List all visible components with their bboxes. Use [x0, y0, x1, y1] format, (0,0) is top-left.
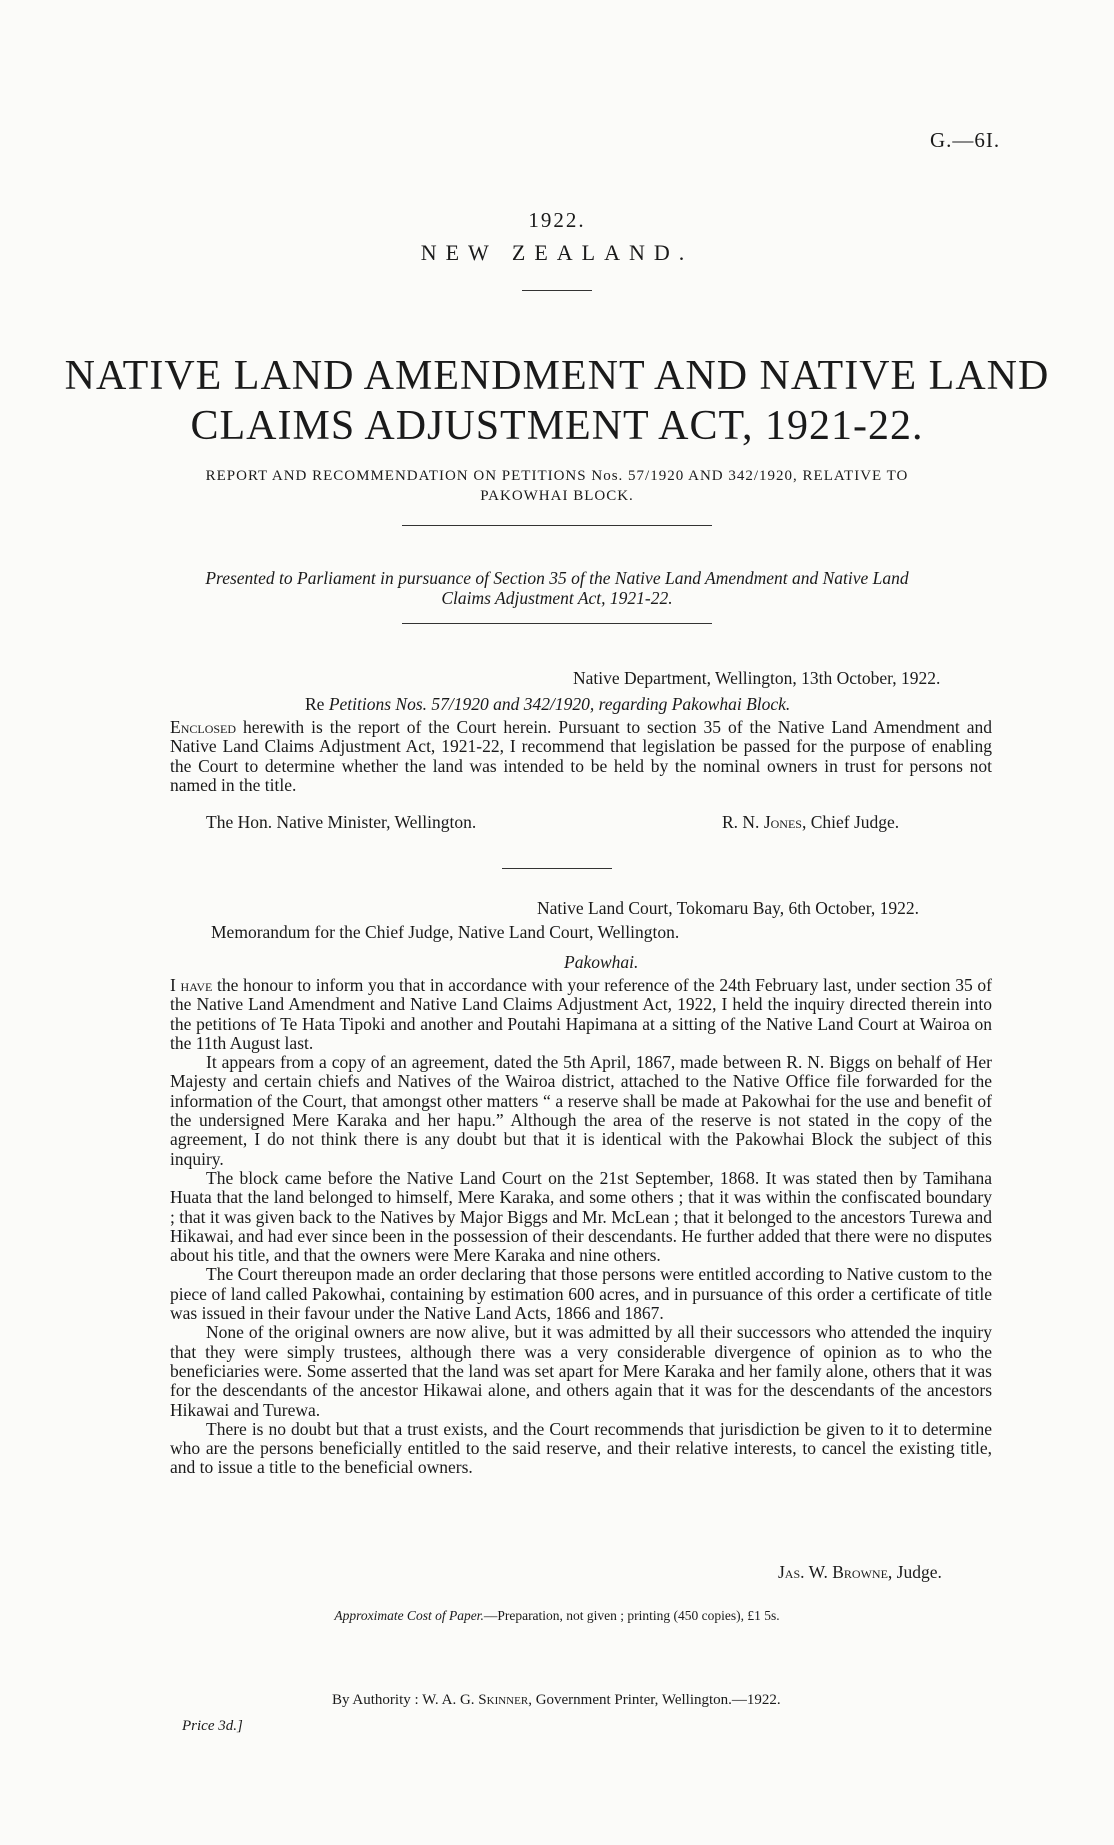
- printer-line: [332, 1692, 781, 1709]
- presented-note-line2: Claims Adjustment Act, 1921-22.: [441, 588, 673, 608]
- lead-word: I have: [170, 975, 213, 995]
- subtitle: REPORT AND RECOMMENDATION ON PETITIONS Nos. 57/1920 AND 342/1920, RELATIVE TO: [205, 468, 909, 484]
- letter2-address: Native Land Court, Tokomaru Bay, 6th October, 1922.: [537, 898, 920, 918]
- country: NEW ZEALAND.: [420, 240, 694, 265]
- cost-text: —Preparation, not given ; printing (450 copies), £1 5s.: [483, 1608, 780, 1623]
- letter2-signature: [778, 1562, 942, 1583]
- re-text: Petitions Nos. 57/1920 and 342/1920, regarding Pakowhai Block.: [328, 694, 791, 714]
- paragraph: The block came before the Native Land Court on the 21st September, 1868. It was stated then by Tamihana Huata that the land belonged to himself, Mere Karaka, and some others ; that it was within the confiscated boundary ; that it was given back to the Natives by Major Biggs and Mr. McLean ; that it belonged to the ancestors Turewa and Hikawai, and had ever since been in the possession of their descendants. He further added that there were no disputes about his title, and that the owners were Mere Karaka and nine others.: [170, 1167, 992, 1266]
- divider: [522, 290, 592, 291]
- year: 1922.: [528, 208, 586, 232]
- re-label: Re: [305, 694, 325, 714]
- letter2-memo: Memorandum for the Chief Judge, Native Land Court, Wellington.: [211, 922, 680, 942]
- divider: [402, 525, 712, 526]
- lead-word: Enclosed: [170, 717, 237, 737]
- paragraph: It appears from a copy of an agreement, dated the 5th April, 1867, made between R. N. Biggs on behalf of Her Majesty and certain chiefs and Natives of the Wairoa district, attached to the Native Office file forwarded for the information of the Court, that amongst other matters “ a reserve shall be made at Pakowhai for the use and benefit of the undersigned Mere Karaka and her hapu.” Although the area of the reserve is not stated in the copy of the agreement, I do not think there is any doubt but that it is identical with the Pakowhai Block the subject of this inquiry.: [170, 1052, 992, 1169]
- authority-prefix: By Authority : W. A. G.: [332, 1692, 479, 1708]
- signer-initials: Jas. W.: [778, 1562, 833, 1582]
- page-title-line2: CLAIMS ADJUSTMENT ACT, 1921-22.: [190, 403, 924, 449]
- paragraph: None of the original owners are now alive, but it was admitted by all their successors who attended the inquiry that they were simply trustees, although there was a very considerable divergence of opinion as to who the beneficiaries were. Some asserted that the land was set apart for Mere Karaka and her family alone, others that it was for the descendants of the ancestor Hikawai alone, and others again that it was for the descendants of the ancestors Hikawai and Turewa.: [170, 1322, 992, 1420]
- letter1-signature: [722, 812, 899, 833]
- authority-suffix: , Government Printer, Wellington.—1922.: [528, 1692, 781, 1708]
- presented-note: Presented to Parliament in pursuance of Section 35 of the Native Land Amendment and Native Land: [205, 568, 909, 588]
- letter1-text: herewith is the report of the Court herein. Pursuant to section 35 of the Native Land Amendment and Native Land Claims Adjustment Act, 1921-22, I recommend that legislation be passed for the purpose of enabling the Court to determine whether the land was intended to be held by the nominal owners in trust for persons not named in the title.: [170, 717, 992, 795]
- paragraph: The Court thereupon made an order declaring that those persons were entitled according to Native custom to the piece of land called Pakowhai, containing by estimation 600 acres, and in pursuance of this order a certificate of title was issued in their favour under the Native Land Acts, 1866 and 1867.: [170, 1264, 992, 1324]
- paragraph: There is no doubt but that a trust exists, and the Court recommends that jurisdiction be given to it to determine who are the persons beneficially entitled to the said reserve, and their relative interests, to cancel the existing title, and to issue a title to the beneficial owners.: [170, 1418, 992, 1478]
- divider: [502, 868, 612, 869]
- signer-name: Browne: [832, 1562, 888, 1582]
- paragraph: the honour to inform you that in accordance with your reference of the 24th February last, under section 35 of the Native Land Amendment and Native Land Claims Adjustment Act, 1922, I held the inquiry directed therein into the petitions of Te Hata Tipoki and another and Poutahi Hapimana at a sitting of the Native Land Court at Wairoa on the 11th August last.: [170, 975, 992, 1053]
- paper-number: G.—6I.: [930, 128, 1001, 152]
- letter1-body: [170, 718, 992, 795]
- signer-name: Jones: [763, 812, 802, 832]
- letter1-re-line: [305, 694, 790, 715]
- subtitle-line2: PAKOWHAI BLOCK.: [480, 488, 634, 504]
- cost-note: [0, 1608, 1114, 1624]
- divider: [402, 623, 712, 624]
- printer-name: Skinner: [478, 1692, 529, 1708]
- letter2-subject: Pakowhai.: [564, 952, 639, 972]
- price: Price 3d.]: [182, 1718, 243, 1734]
- cost-label: Approximate Cost of Paper.: [334, 1608, 484, 1623]
- signer-title: , Judge.: [887, 1562, 942, 1582]
- signer-initials: R. N.: [722, 812, 764, 832]
- letter1-address: Native Department, Wellington, 13th October, 1922.: [573, 668, 941, 688]
- letter1-addressee: The Hon. Native Minister, Wellington.: [206, 812, 477, 832]
- signer-title: , Chief Judge.: [801, 812, 900, 832]
- letter2-body: [170, 976, 992, 1478]
- page-title: NATIVE LAND AMENDMENT AND NATIVE LAND: [64, 353, 1050, 399]
